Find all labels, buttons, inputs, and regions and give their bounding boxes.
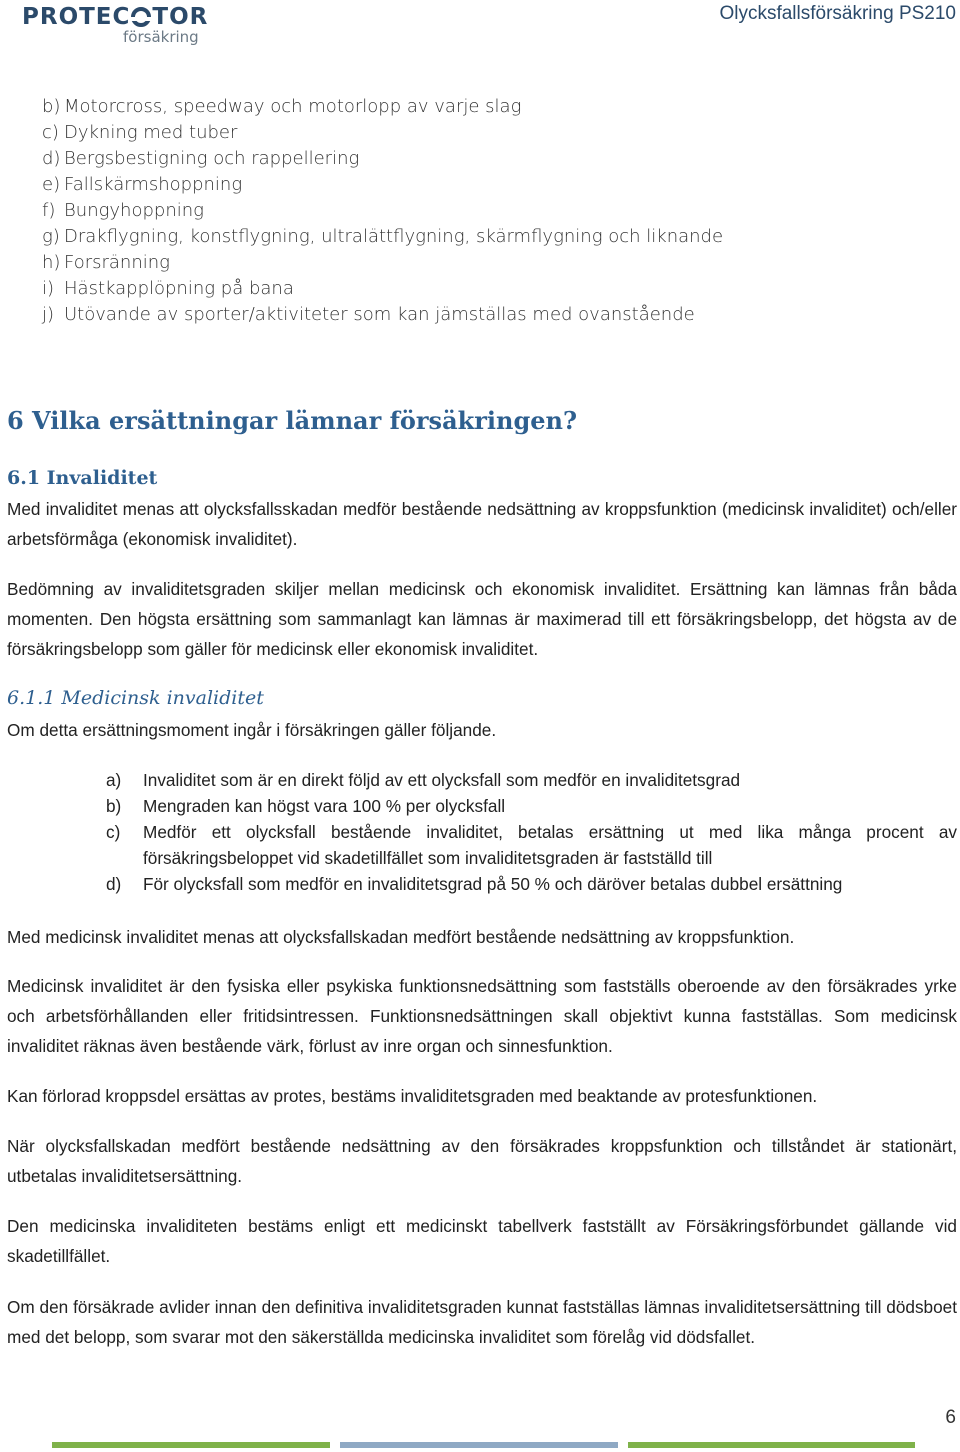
subsection-heading-invaliditet: 6.1 Invaliditet (7, 467, 158, 489)
footer-bar-green-left (52, 1442, 330, 1448)
list-item (106, 871, 957, 897)
list-item-letter: d) (42, 148, 61, 169)
section-heading: 6 Vilka ersättningar lämnar försäkringen? (7, 406, 578, 435)
list-item-letter: i) (42, 278, 55, 299)
list-item-text: Bungyhoppning (64, 200, 204, 221)
page-number: 6 (945, 1407, 956, 1428)
document-title: Olycksfallsförsäkring PS210 (719, 3, 956, 24)
list-item-text: Forsränning (64, 252, 170, 273)
paragraph-intro: Om detta ersättningsmoment ingår i försäkringen gäller följande. (7, 720, 497, 740)
list-item-text: Dykning med tuber (64, 122, 238, 143)
paragraph-med-definition: Med medicinsk invaliditet menas att olycksfallskadan medfört bestående nedsättning av kroppsfunktion. (7, 927, 795, 947)
logo-text-right: TOR (152, 4, 209, 30)
list-item (42, 224, 723, 250)
list-item-letter: a) (106, 770, 122, 790)
list-item-text: För olycksfall som medför en invaliditetsgrad på 50 % och däröver betalas dubbel ersättning (143, 874, 843, 894)
list-item (42, 250, 723, 276)
protector-logo (22, 4, 212, 50)
list-item-text: Bergsbestigning och rappellering (64, 148, 360, 169)
list-item-text: Hästkapplöpning på bana (64, 278, 294, 299)
paragraph-stationart: När olycksfallskadan medfört bestående nedsättning av den försäkrades kroppsfunktion och tillståndet är stationärt, utbetalas invaliditetsersättning. (7, 1136, 957, 1186)
list-item-text: Motorcross, speedway och motorlopp av varje slag (64, 96, 522, 117)
paragraph-bedomning: Bedömning av invaliditetsgraden skiljer mellan medicinsk och ekonomisk invaliditet. Ersättning kan lämnas från båda momenten. Den högsta ersättning som sammanlagt kan lämnas är maximerad till ett försäkringsbelopp, det högsta av de försäkringsbelopp som gäller för medicinsk eller ekonomisk invaliditet. (7, 579, 957, 659)
list-item (42, 94, 723, 120)
list-item-letter: b) (106, 796, 122, 816)
list-item (106, 793, 957, 819)
paragraph-fysisk-psykisk: Medicinsk invaliditet är den fysiska eller psykiska funktionsnedsättning som fastställs oberoende av den försäkrades yrke och arbetsförhållanden eller fritidsintressen. Funktionsnedsättningen skall objektivt kunna fastställas. Som medicinsk invaliditet räknas även bestående värk, förlust av inre organ och sinnesfunktion. (7, 976, 957, 1056)
list-item-letter: c) (42, 122, 59, 143)
logo-text-left: PROTEC (22, 4, 131, 30)
subsection-heading-medicinsk: 6.1.1 Medicinsk invaliditet (7, 687, 264, 709)
footer-bar-blue (340, 1442, 618, 1448)
paragraph-tabellverk: Den medicinska invaliditeten bestäms enligt ett medicinskt tabellverk fastställt av Försäkringsförbundet gällande vid skadetillfället. (7, 1216, 957, 1266)
list-item (106, 767, 957, 793)
conditions-list (106, 767, 957, 897)
list-item-text: Fallskärmshoppning (64, 174, 243, 195)
list-item (42, 146, 723, 172)
list-item-text: Medför ett olycksfall bestående invaliditet, betalas ersättning ut med lika många procent av försäkringsbeloppet vid skadetillfället som invaliditetsgraden är fastställd till (143, 822, 957, 868)
list-item-letter: d) (106, 874, 122, 894)
list-item-letter: b) (42, 96, 61, 117)
list-item (42, 172, 723, 198)
list-item (42, 276, 723, 302)
list-item-letter: h) (42, 252, 61, 273)
logo-wordmark (22, 4, 212, 30)
paragraph-invaliditet-definition: Med invaliditet menas att olycksfallsskadan medför bestående nedsättning av kroppsfunktion (medicinsk invaliditet) och/eller arbetsförmåga (ekonomisk invaliditet). (7, 499, 957, 549)
list-item (42, 302, 723, 328)
list-item-text: Mengraden kan högst vara 100 % per olycksfall (143, 796, 506, 816)
logo-subtitle: försäkring (123, 28, 199, 46)
excluded-activities-list (42, 94, 723, 328)
list-item-text: Utövande av sporter/aktiviteter som kan jämställas med ovanstående (64, 304, 695, 325)
paragraph-protes: Kan förlorad kroppsdel ersättas av protes, bestäms invaliditetsgraden med beaktande av protesfunktionen. (7, 1086, 818, 1106)
list-item-letter: g) (42, 226, 60, 247)
paragraph-avlider: Om den försäkrade avlider innan den definitiva invaliditetsgraden kunnat fastställas lämnas invaliditetsersättning till dödsboet med det belopp, som svarar mot den säkerställda medicinska invaliditet som förelåg vid dödsfallet. (7, 1297, 957, 1347)
list-item-letter: e) (42, 174, 61, 195)
list-item-letter: c) (106, 822, 121, 842)
list-item-letter: f) (42, 200, 56, 221)
logo-ring-icon (131, 7, 151, 27)
list-item (42, 198, 723, 224)
list-item-text: Invaliditet som är en direkt följd av ett olycksfall som medför en invaliditetsgrad (143, 770, 741, 790)
list-item (42, 120, 723, 146)
list-item (106, 819, 957, 871)
footer-bar-green-right (628, 1442, 915, 1448)
list-item-letter: j) (42, 304, 55, 325)
list-item-text: Drakflygning, konstflygning, ultralättflygning, skärmflygning och liknande (64, 226, 724, 247)
